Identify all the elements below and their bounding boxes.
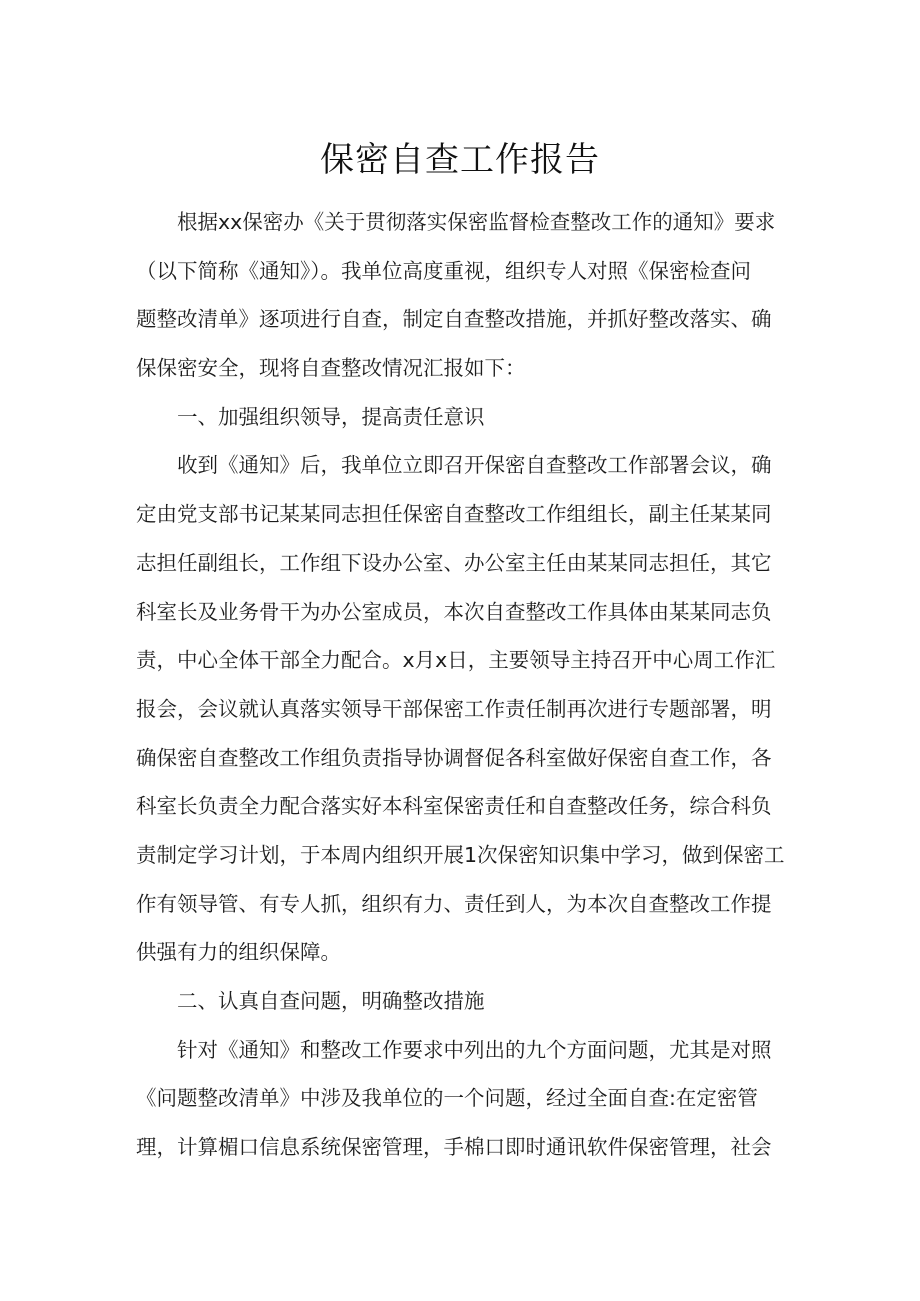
section-heading: 一、加强组织领导，提高责任意识	[177, 404, 485, 429]
paragraph-line: 针对《通知》和整改工作要求中列出的九个方面问题，尤其是对照	[177, 1037, 772, 1062]
paragraph-line: 定由党支部书记某某同志担任保密自查整改工作组组长，副主任某某同	[136, 502, 772, 527]
paragraph-line: 供强有力的组织保障。	[136, 940, 341, 965]
document-title: 保密自查工作报告	[320, 140, 600, 180]
paragraph-line: 志担任副组长，工作组下设办公室、办公室主任由某某同志担任，其它	[136, 550, 772, 575]
paragraph-line: （以下简称《通知》）。我单位高度重视，组织专人对照《保密检查问	[136, 258, 751, 283]
paragraph-line: 题整改清单》逐项进行自查，制定自查整改措施，并抓好整改落实、确	[136, 307, 772, 332]
paragraph-line: 报会，会议就认真落实领导干部保密工作责任制再次进行专题部署，明	[136, 696, 772, 721]
section-heading: 二、认真自查问题，明确整改措施	[177, 989, 485, 1013]
paragraph-line: 收到《通知》后，我单位立即召开保密自查整改工作部署会议，确	[177, 453, 772, 478]
paragraph-line: 责，中心全体干部全力配合。x月x日，主要领导主持召开中心周工作汇	[136, 648, 776, 673]
document-body	[136, 198, 785, 1172]
paragraph-line: 保保密安全，现将自查整改情况汇报如下：	[136, 356, 526, 381]
paragraph-line: 《问题整改清单》中涉及我单位的一个问题，经过全面自查:在定密管	[136, 1086, 758, 1111]
paragraph-line: 责制定学习计划，于本周内组织开展1次保密知识集中学习，做到保密工	[136, 842, 785, 867]
paragraph-line: 确保密自查整改工作组负责指导协调督促各科室做好保密自查工作，各	[136, 745, 772, 770]
paragraph-line: 根据xx保密办《关于贯彻落实保密监督检查整改工作的通知》要求	[177, 210, 776, 234]
paragraph-line: 科室长及业务骨干为办公室成员，本次自查整改工作具体由某某同志负	[136, 599, 772, 624]
paragraph-line: 理，计算楣口信息系统保密管理，手棉口即时通讯软件保密管理，社会	[136, 1135, 772, 1160]
paragraph-line: 作有领导管、有专人抓，组织有力、责任到人，为本次自查整改工作提	[136, 891, 772, 916]
paragraph-line: 科室长负责全力配合落实好本科室保密责任和自查整改任务，综合科负	[136, 794, 772, 819]
